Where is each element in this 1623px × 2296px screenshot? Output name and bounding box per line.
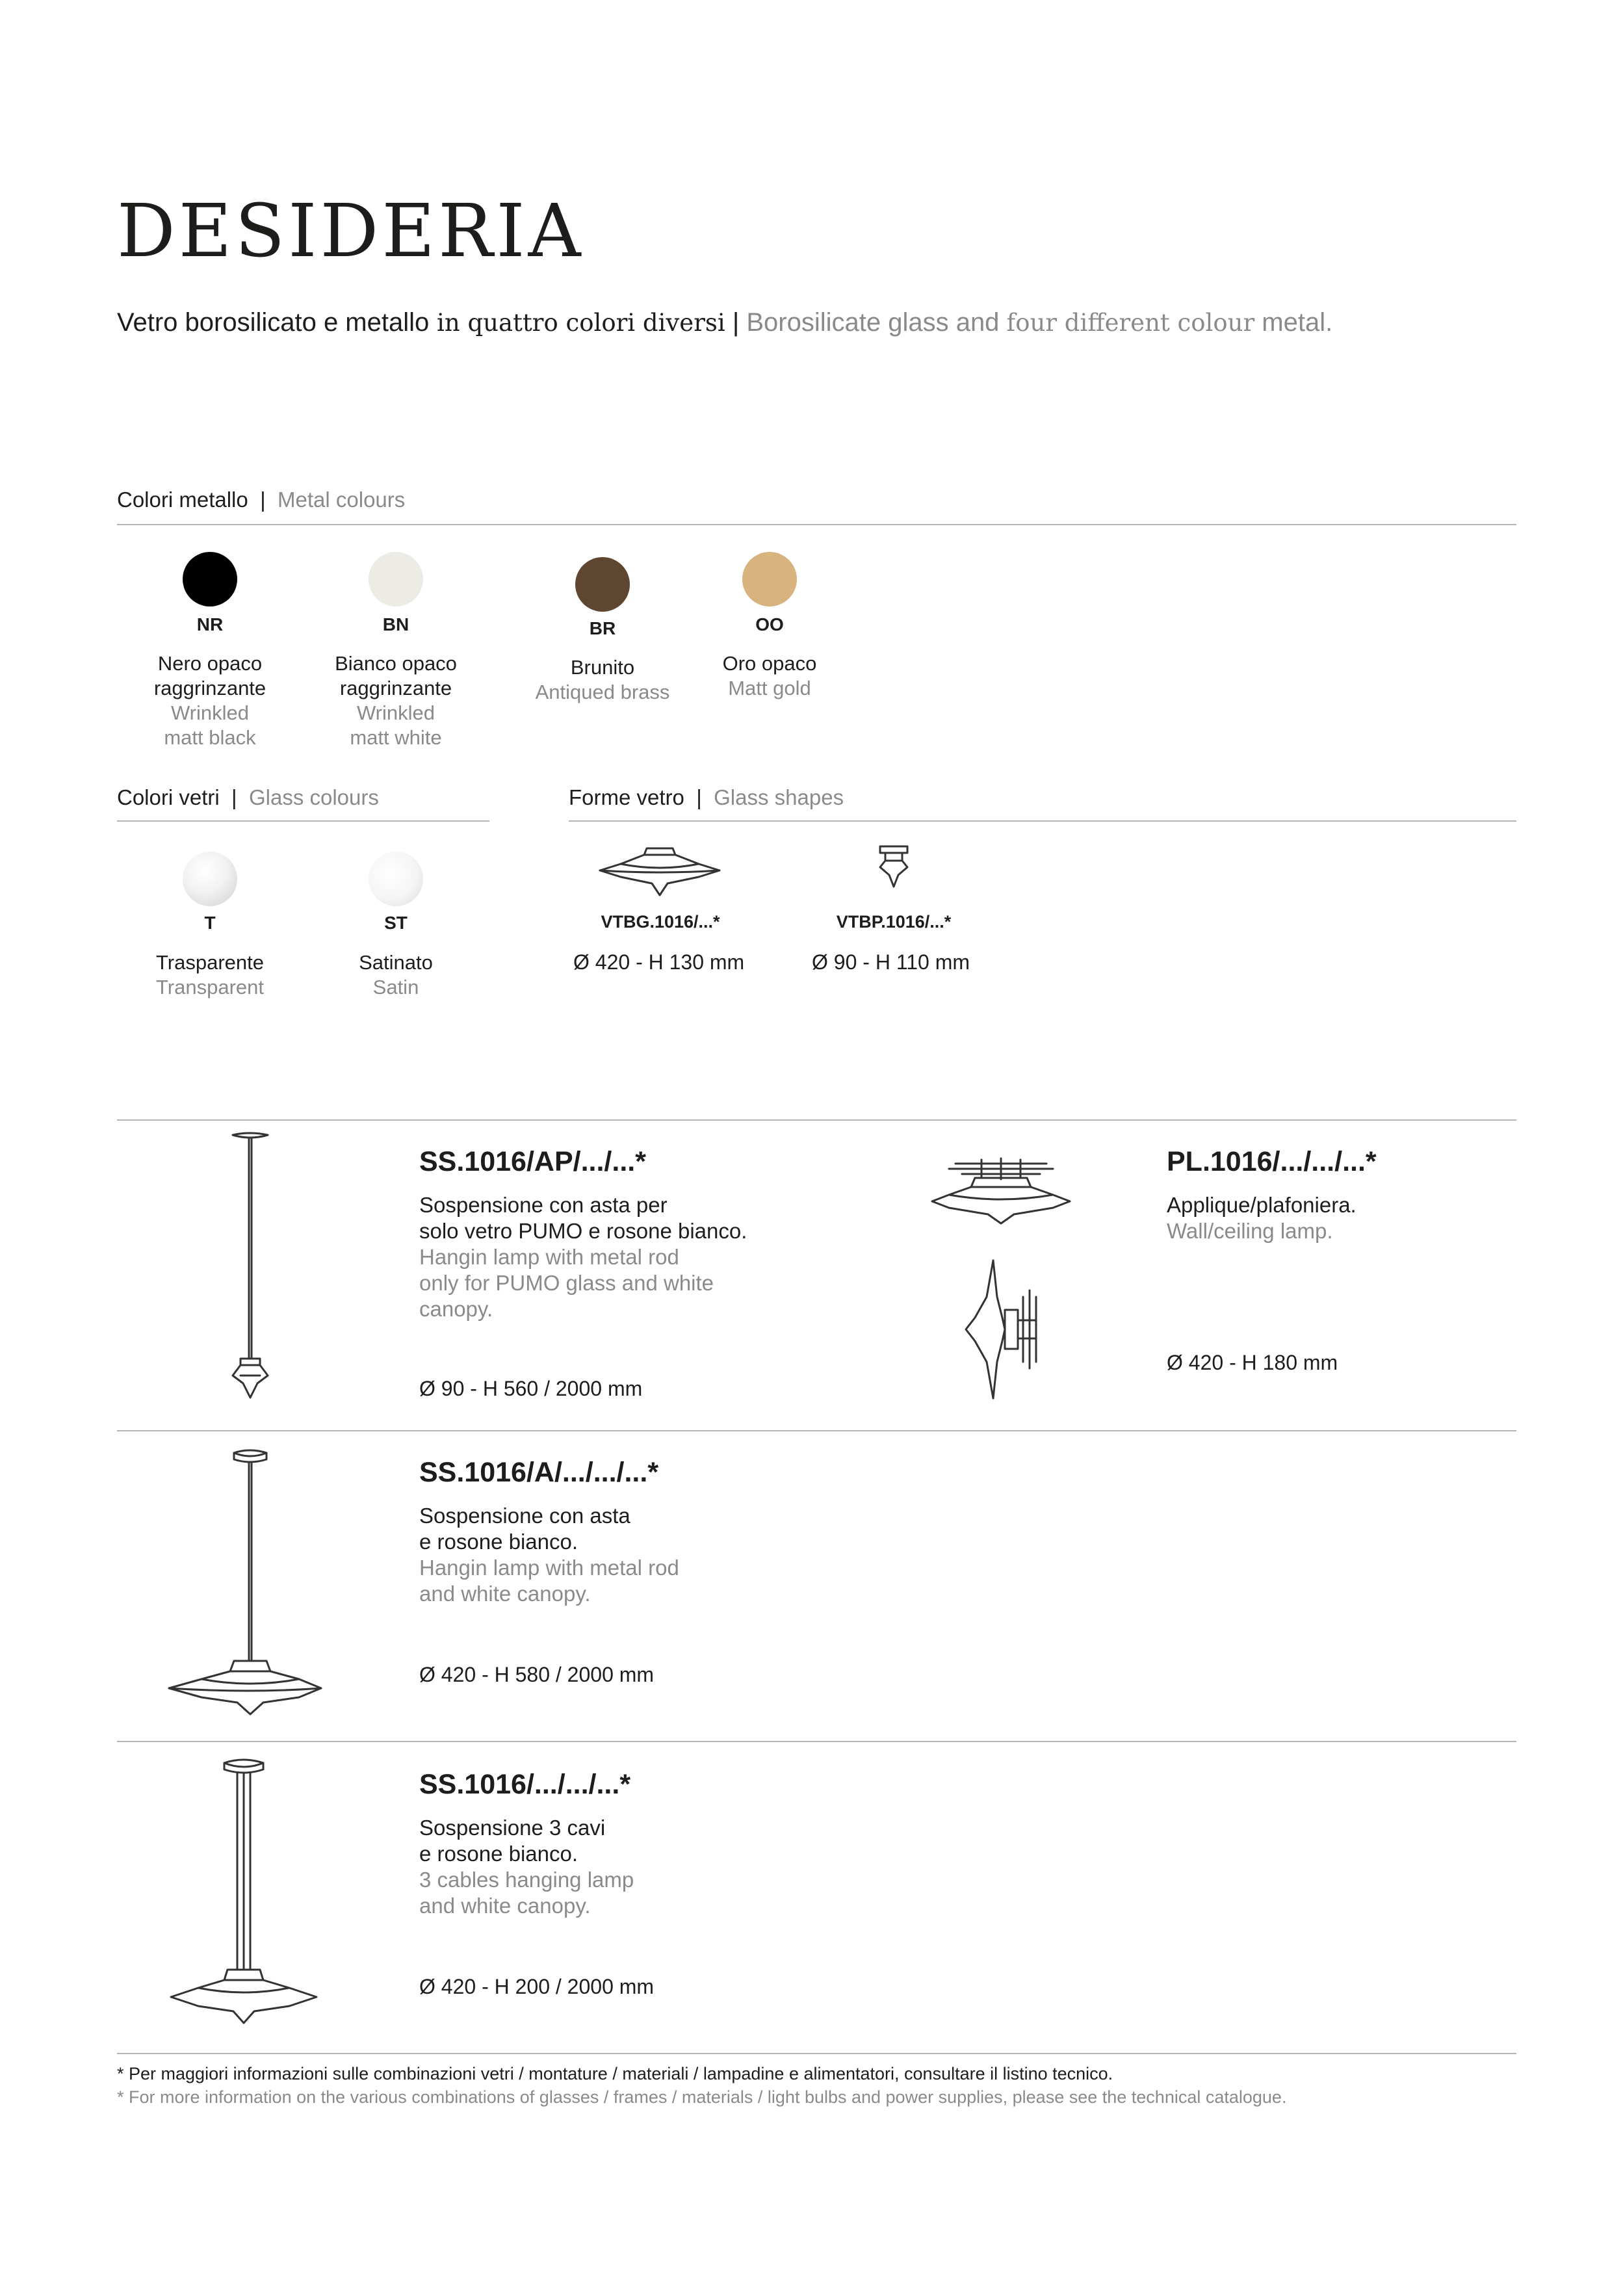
metal-colours-rule — [117, 524, 1516, 525]
shapes-heading-it: Forme vetro — [569, 785, 684, 809]
ss-ap-lamp-drawing — [221, 1130, 279, 1403]
ss-3c-description — [419, 1815, 634, 1919]
desc-nr — [112, 651, 307, 750]
ss-3c-it1: Sospensione 3 cavi — [419, 1816, 606, 1840]
ss-a-code: SS.1016/A/.../.../...* — [419, 1457, 659, 1488]
glass-heading-sep: | — [231, 785, 237, 809]
ss-ap-code: SS.1016/AP/.../...* — [419, 1146, 646, 1177]
desc-br — [505, 655, 700, 705]
swatch-bn — [369, 552, 423, 607]
vtbg-dimensions: Ø 420 - H 130 mm — [573, 950, 745, 974]
pl-ceiling-lamp-drawing — [929, 1156, 1072, 1227]
shapes-heading-sep: | — [696, 785, 702, 809]
subtitle-en-main: Borosilicate glass and — [746, 308, 1007, 337]
product-row-rule-3 — [117, 1741, 1516, 1742]
desc-br-it1: Brunito — [570, 656, 635, 679]
subtitle-en-serif: four different colour — [1006, 309, 1255, 337]
swatch-st — [369, 852, 423, 906]
desc-oo-en1: Matt gold — [728, 677, 811, 699]
swatch-br — [575, 557, 630, 612]
ss-a-it2: e rosone bianco. — [419, 1530, 578, 1554]
ss-ap-dimensions: Ø 90 - H 560 / 2000 mm — [419, 1377, 643, 1400]
ss-a-description — [419, 1503, 679, 1607]
shapes-heading-en: Glass shapes — [714, 785, 844, 809]
ss-3c-dimensions: Ø 420 - H 200 / 2000 mm — [419, 1975, 655, 1998]
desc-bn-it2: raggrinzante — [339, 677, 452, 699]
code-t: T — [204, 913, 216, 933]
desc-nr-en1: Wrinkled — [170, 701, 250, 724]
code-st: ST — [384, 913, 408, 933]
code-bn: BN — [382, 614, 409, 634]
product-row-rule-1 — [117, 1119, 1516, 1121]
desc-st-en1: Satin — [372, 976, 419, 998]
code-nr: NR — [196, 614, 224, 634]
pl-en1: Wall/ceiling lamp. — [1167, 1219, 1333, 1243]
glass-heading-it: Colori vetri — [117, 785, 220, 809]
pl-wall-lamp-drawing — [955, 1258, 1046, 1401]
desc-t — [112, 950, 307, 1000]
subtitle-it-rest: in quattro colori diversi — [429, 309, 725, 337]
subtitle-separator: | — [725, 308, 747, 337]
ss-a-en2: and white canopy. — [419, 1582, 591, 1606]
code-oo: OO — [755, 614, 784, 634]
swatch-nr — [183, 552, 237, 607]
metal-colours-heading — [117, 489, 405, 510]
desc-st-it1: Satinato — [359, 951, 433, 974]
ss-3c-en2: and white canopy. — [419, 1894, 591, 1918]
desc-st — [298, 950, 493, 1000]
ss-ap-en3: canopy. — [419, 1297, 493, 1321]
ss-3c-it2: e rosone bianco. — [419, 1842, 578, 1866]
glass-heading-en: Glass colours — [248, 785, 379, 809]
desc-nr-it2: raggrinzante — [153, 677, 266, 699]
footnote-rule — [117, 2053, 1516, 2054]
ss-ap-en2: only for PUMO glass and white — [419, 1271, 714, 1295]
code-br: BR — [589, 618, 616, 638]
vtbp-glass-shape-drawing — [876, 844, 911, 891]
ss-ap-it1: Sospensione con asta per — [419, 1193, 668, 1217]
vtbp-code: VTBP.1016/...* — [836, 912, 952, 932]
desc-bn-en2: matt white — [350, 726, 442, 749]
ss-a-en1: Hangin lamp with metal rod — [419, 1556, 679, 1580]
desc-oo-it1: Oro opaco — [722, 652, 817, 675]
pl-dimensions: Ø 420 - H 180 mm — [1167, 1351, 1338, 1374]
desc-t-it1: Trasparente — [156, 951, 264, 974]
footnote-it: * Per maggiori informazioni sulle combinazioni vetri / montature / materiali / lampadine e alimentatori, consultare il listino tecnico. — [117, 2064, 1113, 2083]
page-subtitle — [117, 309, 1332, 335]
glass-colours-heading — [117, 787, 379, 808]
glass-shapes-rule — [569, 820, 1516, 822]
swatch-t — [183, 852, 237, 906]
glass-shapes-heading — [569, 787, 844, 808]
ss-3c-en1: 3 cables hanging lamp — [419, 1868, 634, 1892]
ss-a-it1: Sospensione con asta — [419, 1504, 630, 1528]
desc-bn-it1: Bianco opaco — [335, 652, 457, 675]
footnote-en: * For more information on the various combinations of glasses / frames / materials / light bulbs and power supplies, please see the technical catalogue. — [117, 2087, 1287, 2107]
ss-a-dimensions: Ø 420 - H 580 / 2000 mm — [419, 1663, 655, 1686]
ss-ap-en1: Hangin lamp with metal rod — [419, 1245, 679, 1269]
ss-3-cables-lamp-drawing — [166, 1755, 322, 2028]
pl-it1: Applique/plafoniera. — [1167, 1193, 1357, 1217]
desc-bn-en1: Wrinkled — [356, 701, 435, 724]
desc-br-en1: Antiqued brass — [535, 681, 670, 703]
pl-code: PL.1016/.../.../...* — [1167, 1146, 1377, 1177]
vtbg-code: VTBG.1016/...* — [601, 912, 720, 932]
desc-nr-en2: matt black — [164, 726, 256, 749]
desc-bn — [298, 651, 493, 750]
product-row-rule-2 — [117, 1430, 1516, 1431]
metal-heading-it: Colori metallo — [117, 488, 248, 512]
metal-heading-sep: | — [260, 488, 266, 512]
vtbp-dimensions: Ø 90 - H 110 mm — [812, 950, 970, 974]
pl-description — [1167, 1192, 1357, 1244]
desc-oo — [672, 651, 867, 701]
ss-ap-it2: solo vetro PUMO e rosone bianco. — [419, 1219, 747, 1243]
page-title: DESIDERIA — [117, 189, 584, 274]
swatch-oo — [742, 552, 797, 607]
subtitle-en-end: metal. — [1254, 308, 1333, 337]
ss-ap-description — [419, 1192, 747, 1322]
ss-a-lamp-drawing — [162, 1446, 325, 1719]
metal-heading-en: Metal colours — [278, 488, 406, 512]
desc-t-en1: Transparent — [156, 976, 264, 998]
ss-3c-code: SS.1016/.../.../...* — [419, 1769, 631, 1800]
subtitle-it-main: Vetro borosilicato e metallo — [117, 308, 430, 337]
glass-colours-rule — [117, 820, 489, 822]
vtbg-glass-shape-drawing — [595, 842, 725, 900]
desc-nr-it1: Nero opaco — [157, 652, 263, 675]
